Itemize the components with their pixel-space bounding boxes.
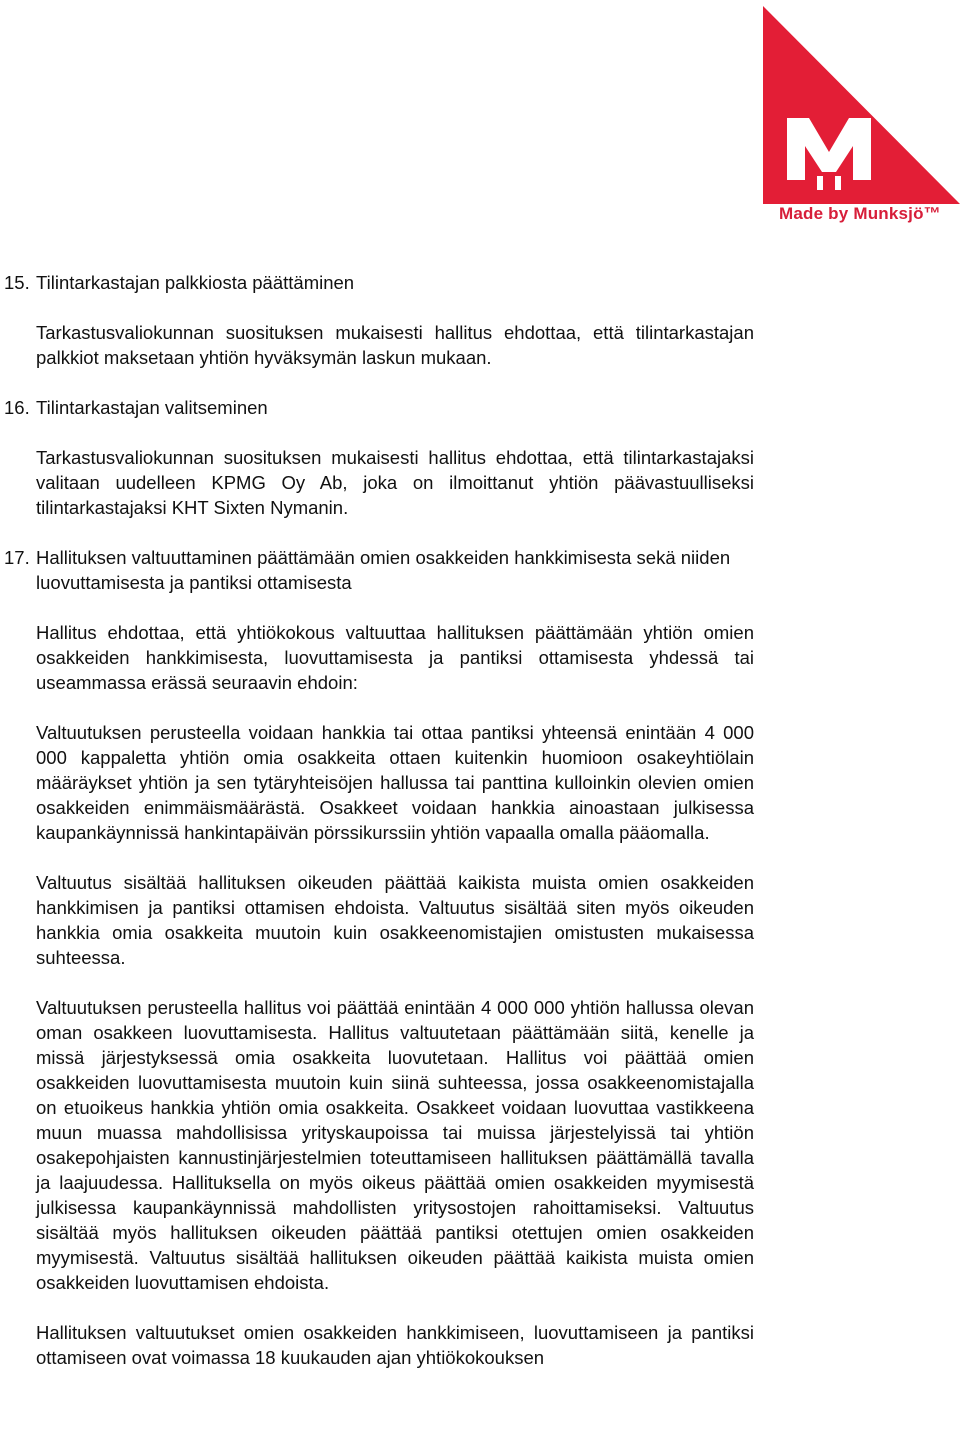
paragraph: Tarkastusvaliokunnan suosituksen mukaisesti hallitus ehdottaa, että tilintarkastajan palkkiot maksetaan yhtiön hyväksymän laskun mukaan. (36, 322, 754, 368)
section-heading (0, 270, 756, 295)
paragraph: Hallituksen valtuutukset omien osakkeiden hankkimiseen, luovuttamiseen ja pantiksi ottamiseen ovat voimassa 18 kuukauden ajan yhtiökokouksen (36, 1322, 754, 1368)
paragraph: Valtuutus sisältää hallituksen oikeuden päättää kaikista muista omien osakkeiden hankkimisen ja pantiksi ottamisen ehdoista. Valtuutus sisältää siten myös oikeuden hankkia omia osakkeita muutoin kuin osakkeenomistajien omistusten mukaisessa suhteessa. (36, 872, 754, 968)
section-number: 15. (4, 272, 30, 293)
logo-triangle (757, 0, 960, 232)
section-title: Tilintarkastajan valitseminen (36, 397, 268, 418)
section-number: 16. (4, 397, 30, 418)
section-15 (0, 270, 960, 370)
section-heading (0, 545, 756, 595)
paragraph: Hallitus ehdottaa, että yhtiökokous valtuuttaa hallituksen päättämään yhtiön omien osakkeiden hankkimisesta, luovuttamisesta ja pantiksi ottamisesta yhdessä tai useammassa erässä seuraavin ehdoin: (36, 622, 754, 693)
company-logo (757, 0, 960, 232)
section-heading (0, 395, 756, 420)
paragraph: Valtuutuksen perusteella voidaan hankkia tai ottaa pantiksi yhteensä enintään 4 000 000 kappaletta yhtiön omia osakkeita ottaen kuitenkin huomioon osakeyhtiölain määräykset yhtiön ja sen tytäryhteisöjen hallussa tai panttina kulloinkin olevien omien osakkeiden enimmäismäärästä. Osakkeet voidaan hankkia ainoastaan julkisessa kaupankäynnissä hankintapäivän pörssikurssiin yhtiön vapaalla omalla pääomalla. (36, 722, 754, 843)
logo-wordmark: Made by Munksjö™ (779, 204, 941, 223)
paragraph: Valtuutuksen perusteella hallitus voi päättää enintään 4 000 000 yhtiön hallussa olevan oman osakkeen luovuttamisesta. Hallitus valtuutetaan päättämään siitä, kenelle ja missä järjestyksessä omia osakkeita luovutetaan. Hallitus voi päättää omien osakkeiden luovuttamisesta muutoin kuin siinä suhteessa, jossa osakkeenomistajalla on etuoikeus hankkia yhtiön omia osakkeita. Osakkeet voidaan luovuttaa vastikkeena muun muassa mahdollisissa yrityskaupoissa tai muissa järjestelyissä tai yhtiön osakepohjaisten kannustinjärjestelmien toteuttamiseen hallituksen päättämällä tavalla ja laajuudessa. Hallituksella on myös oikeus päättää omien osakkeiden myymisestä julkisessa kaupankäynnissä mahdollisten yritysostojen rahoittamiseksi. Valtuutus sisältää myös hallituksen oikeuden päättää pantiksi otettujen omien osakkeiden myymisestä. Valtuutus sisältää hallituksen oikeuden päättää kaikista muista omien osakkeiden luovuttamisen ehdoista. (36, 997, 754, 1293)
section-title: Hallituksen valtuuttaminen päättämään omien osakkeiden hankkimisesta sekä niiden luovuttamisesta ja pantiksi ottamisesta (36, 547, 731, 593)
section-17 (0, 545, 960, 1370)
document-body (0, 270, 960, 1370)
section-number: 17. (4, 547, 30, 568)
section-title: Tilintarkastajan palkkiosta päättäminen (36, 272, 355, 293)
paragraph: Tarkastusvaliokunnan suosituksen mukaisesti hallitus ehdottaa, että tilintarkastajaksi valitaan uudelleen KPMG Oy Ab, joka on ilmoittanut yhtiön päävastuulliseksi tilintarkastajaksi KHT Sixten Nymanin. (36, 447, 754, 518)
section-16 (0, 395, 960, 520)
